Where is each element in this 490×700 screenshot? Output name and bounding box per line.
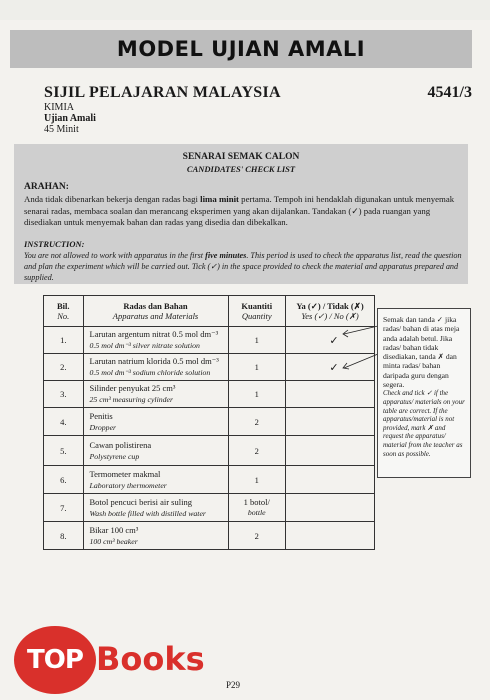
row-quantity: 1 xyxy=(228,327,286,354)
row-number: 6. xyxy=(44,466,84,494)
logo-books: Books xyxy=(96,640,205,678)
row-check-cell[interactable] xyxy=(286,522,375,550)
header-bil: Bil. No. xyxy=(44,296,84,327)
duration: 45 Minit xyxy=(44,124,79,135)
row-apparatus: Larutan natrium klorida 0.5 mol dm⁻³ 0.5 mol dm⁻³ sodium chloride solution xyxy=(83,354,228,381)
table-row xyxy=(44,494,375,522)
row-number: 2. xyxy=(44,354,84,381)
header-kuantiti: Kuantiti Quantity xyxy=(228,296,286,327)
row-apparatus: Bikar 100 cm³ 100 cm³ beaker xyxy=(83,522,228,550)
logo-top: TOP xyxy=(27,645,83,675)
row-quantity: 2 xyxy=(228,408,286,436)
instruction-text: You are not allowed to work with apparatus in the first five minutes. This period is used to check the apparatus list, read the question and plan the experiment which will be carried out. Tick (✓) in the space provided to check the material and apparatus prepared and supplied. xyxy=(24,251,462,282)
row-number: 1. xyxy=(44,327,84,354)
row-check-cell[interactable] xyxy=(286,436,375,466)
row-quantity: 2 xyxy=(228,436,286,466)
arahan-text: Anda tidak dibenarkan bekerja dengan radas bagi lima minit pertama. Tempoh ini hendaklah digunakan untuk menyemak senarai radas, membaca soalan dan merancang eksperimen yang akan dijalankan. Tandakan (✓) pada ruangan yang disediakan untuk menyemak bahan dan radas yang disedia dan dibekalkan. xyxy=(24,194,455,227)
row-check-cell[interactable] xyxy=(286,381,375,408)
top-strip xyxy=(0,0,490,20)
row-check-cell[interactable] xyxy=(286,408,375,436)
page-number: P29 xyxy=(226,680,241,690)
table-row xyxy=(44,522,375,550)
check-mark: ✓ xyxy=(329,361,339,374)
row-quantity: 1 xyxy=(228,381,286,408)
row-number: 8. xyxy=(44,522,84,550)
checklist-panel xyxy=(14,144,468,284)
table-row xyxy=(44,466,375,494)
exam-title: SIJIL PELAJARAN MALAYSIA xyxy=(44,84,281,101)
topbooks-logo xyxy=(14,626,96,694)
row-number: 5. xyxy=(44,436,84,466)
row-apparatus: Silinder penyukat 25 cm³ 25 cm³ measuring cylinder xyxy=(83,381,228,408)
row-apparatus: Cawan polistirena Polystyrene cup xyxy=(83,436,228,466)
note-text-en: Check and tick ✓ if the apparatus/ materials on your table are correct. If the apparatus/material is not provided, mark ✗ and request the apparatus/ material from the teacher as soon as possible. xyxy=(383,389,465,458)
check-mark: ✓ xyxy=(329,334,339,347)
row-quantity: 1 xyxy=(228,466,286,494)
row-apparatus: Penitis Dropper xyxy=(83,408,228,436)
header-radas: Radas dan Bahan Apparatus and Materials xyxy=(83,296,228,327)
row-quantity: 1 xyxy=(228,354,286,381)
note-arrows xyxy=(340,320,380,375)
header-ya-tidak: Ya (✓) / Tidak (✗) Yes (✓) / No (✗) xyxy=(286,296,375,327)
table-row xyxy=(44,354,375,381)
row-apparatus: Termometer makmal Laboratory thermometer xyxy=(83,466,228,494)
paper-name: Ujian Amali xyxy=(44,113,96,124)
note-text-ms: Semak dan tanda ✓ jika radas/ bahan di atas meja anda adalah betul. Jika radas/ bahan tidak disediakan, tanda ✗ dan minta radas/ bahan daripada guru dengan segera. xyxy=(383,315,460,390)
instruction-note xyxy=(377,308,471,478)
apparatus-table xyxy=(43,295,375,550)
row-quantity: 2 xyxy=(228,522,286,550)
table-row xyxy=(44,381,375,408)
checklist-title: SENARAI SEMAK CALON xyxy=(182,152,300,162)
row-number: 7. xyxy=(44,494,84,522)
row-number: 4. xyxy=(44,408,84,436)
table-row xyxy=(44,436,375,466)
row-number: 3. xyxy=(44,381,84,408)
banner xyxy=(10,30,472,68)
banner-title: MODEL UJIAN AMALI xyxy=(116,37,366,61)
table-row xyxy=(44,327,375,354)
table-header-row xyxy=(44,296,375,327)
row-check-cell[interactable] xyxy=(286,494,375,522)
row-apparatus: Larutan argentum nitrat 0.5 mol dm⁻³ 0.5 mol dm⁻³ silver nitrate solution xyxy=(83,327,228,354)
row-quantity: 1 botol/ bottle xyxy=(228,494,286,522)
instruction-label: INSTRUCTION: xyxy=(24,239,85,249)
subject: KIMIA xyxy=(44,102,74,113)
checklist-title-en: CANDIDATES' CHECK LIST xyxy=(186,164,296,174)
arahan-label: ARAHAN: xyxy=(24,182,69,192)
table-row xyxy=(44,408,375,436)
paper-code: 4541/3 xyxy=(427,84,472,101)
row-check-cell[interactable] xyxy=(286,466,375,494)
row-apparatus: Botol pencuci berisi air suling Wash bottle filled with distilled water xyxy=(83,494,228,522)
